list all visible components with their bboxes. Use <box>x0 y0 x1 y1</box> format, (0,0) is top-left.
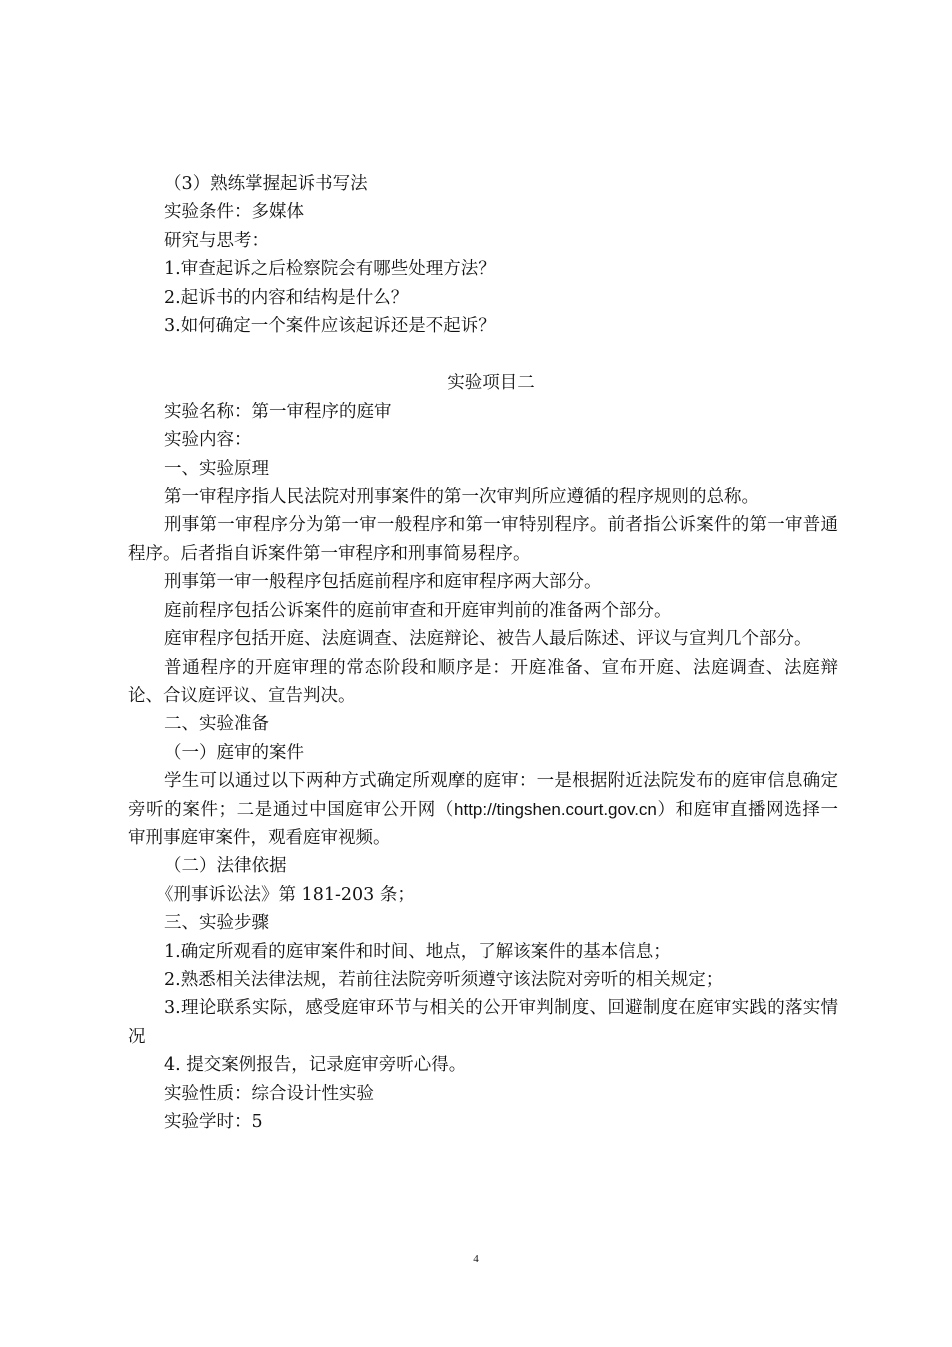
paragraph: 实验性质：综合设计性实验 <box>164 1083 374 1104</box>
paragraph: （二）法律依据 <box>164 856 287 877</box>
url-paragraph-after: ）和庭审直播网选择一审刑事庭审案件，观看庭审视频。 <box>128 799 839 848</box>
section-title: 实验项目二 <box>447 373 535 394</box>
paragraph: 庭前程序包括公诉案件的庭前审查和开庭审判前的准备两个部分。 <box>164 600 672 621</box>
blank-line <box>128 340 838 369</box>
paragraph: 1.确定所观看的庭审案件和时间、地点，了解该案件的基本信息； <box>164 941 671 962</box>
paragraph: 一、实验原理 <box>164 458 269 479</box>
paragraph: 3.如何确定一个案件应该起诉还是不起诉？ <box>164 316 496 337</box>
paragraph: 三、实验步骤 <box>164 913 269 934</box>
paragraph: 二、实验准备 <box>164 714 269 735</box>
paragraph: 刑事第一审程序分为第一审一般程序和第一审特别程序。前者指公诉案件的第一审普通程序。后者指自诉案件第一审程序和刑事简易程序。 <box>128 515 838 564</box>
paragraph: 2.熟悉相关法律法规，若前往法院旁听须遵守该法院对旁听的相关规定； <box>164 969 724 990</box>
paragraph: 2.起诉书的内容和结构是什么？ <box>164 287 409 308</box>
paragraph: 4. 提交案例报告，记录庭审旁听心得。 <box>164 1055 467 1076</box>
paragraph: 实验学时：5 <box>164 1112 263 1132</box>
paragraph: 实验内容： <box>164 430 252 451</box>
paragraph-with-url <box>128 767 838 852</box>
paragraph: 普通程序的开庭审理的常态阶段和顺序是：开庭准备、宣布开庭、法庭调查、法庭辩论、合议庭评议、宣告判决。 <box>128 657 838 706</box>
paragraph: 1.审查起诉之后检察院会有哪些处理方法？ <box>164 259 496 280</box>
paragraph: 实验条件：多媒体 <box>164 202 304 223</box>
paragraph: 《刑事诉讼法》第 181-203 条； <box>156 884 415 905</box>
paragraph: （3）熟练掌握起诉书写法 <box>164 174 368 194</box>
paragraph: 3.理论联系实际，感受庭审环节与相关的公开审判制度、回避制度在庭审实践的落实情况 <box>128 998 838 1047</box>
url-paragraph-before: 学生可以通过以下两种方式确定所观摩的庭审：一是根据附近法院发布的庭审信息确定旁听的案件；二是通过中国庭审公开网（ <box>128 771 838 820</box>
paragraph: 庭审程序包括开庭、法庭调查、法庭辩论、被告人最后陈述、评议与宣判几个部分。 <box>164 629 812 650</box>
page-number: 4 <box>473 1253 479 1265</box>
page-body <box>128 170 838 1136</box>
paragraph: 研究与思考： <box>164 230 269 251</box>
paragraph: 实验名称：第一审程序的庭审 <box>164 401 392 422</box>
paragraph: （一）庭审的案件 <box>164 742 304 763</box>
paragraph: 刑事第一审一般程序包括庭前程序和庭审程序两大部分。 <box>164 572 602 593</box>
paragraph: 第一审程序指人民法院对刑事案件的第一次审判所应遵循的程序规则的总称。 <box>164 487 759 508</box>
court-website-link[interactable]: http://tingshen.court.gov.cn <box>454 799 657 819</box>
